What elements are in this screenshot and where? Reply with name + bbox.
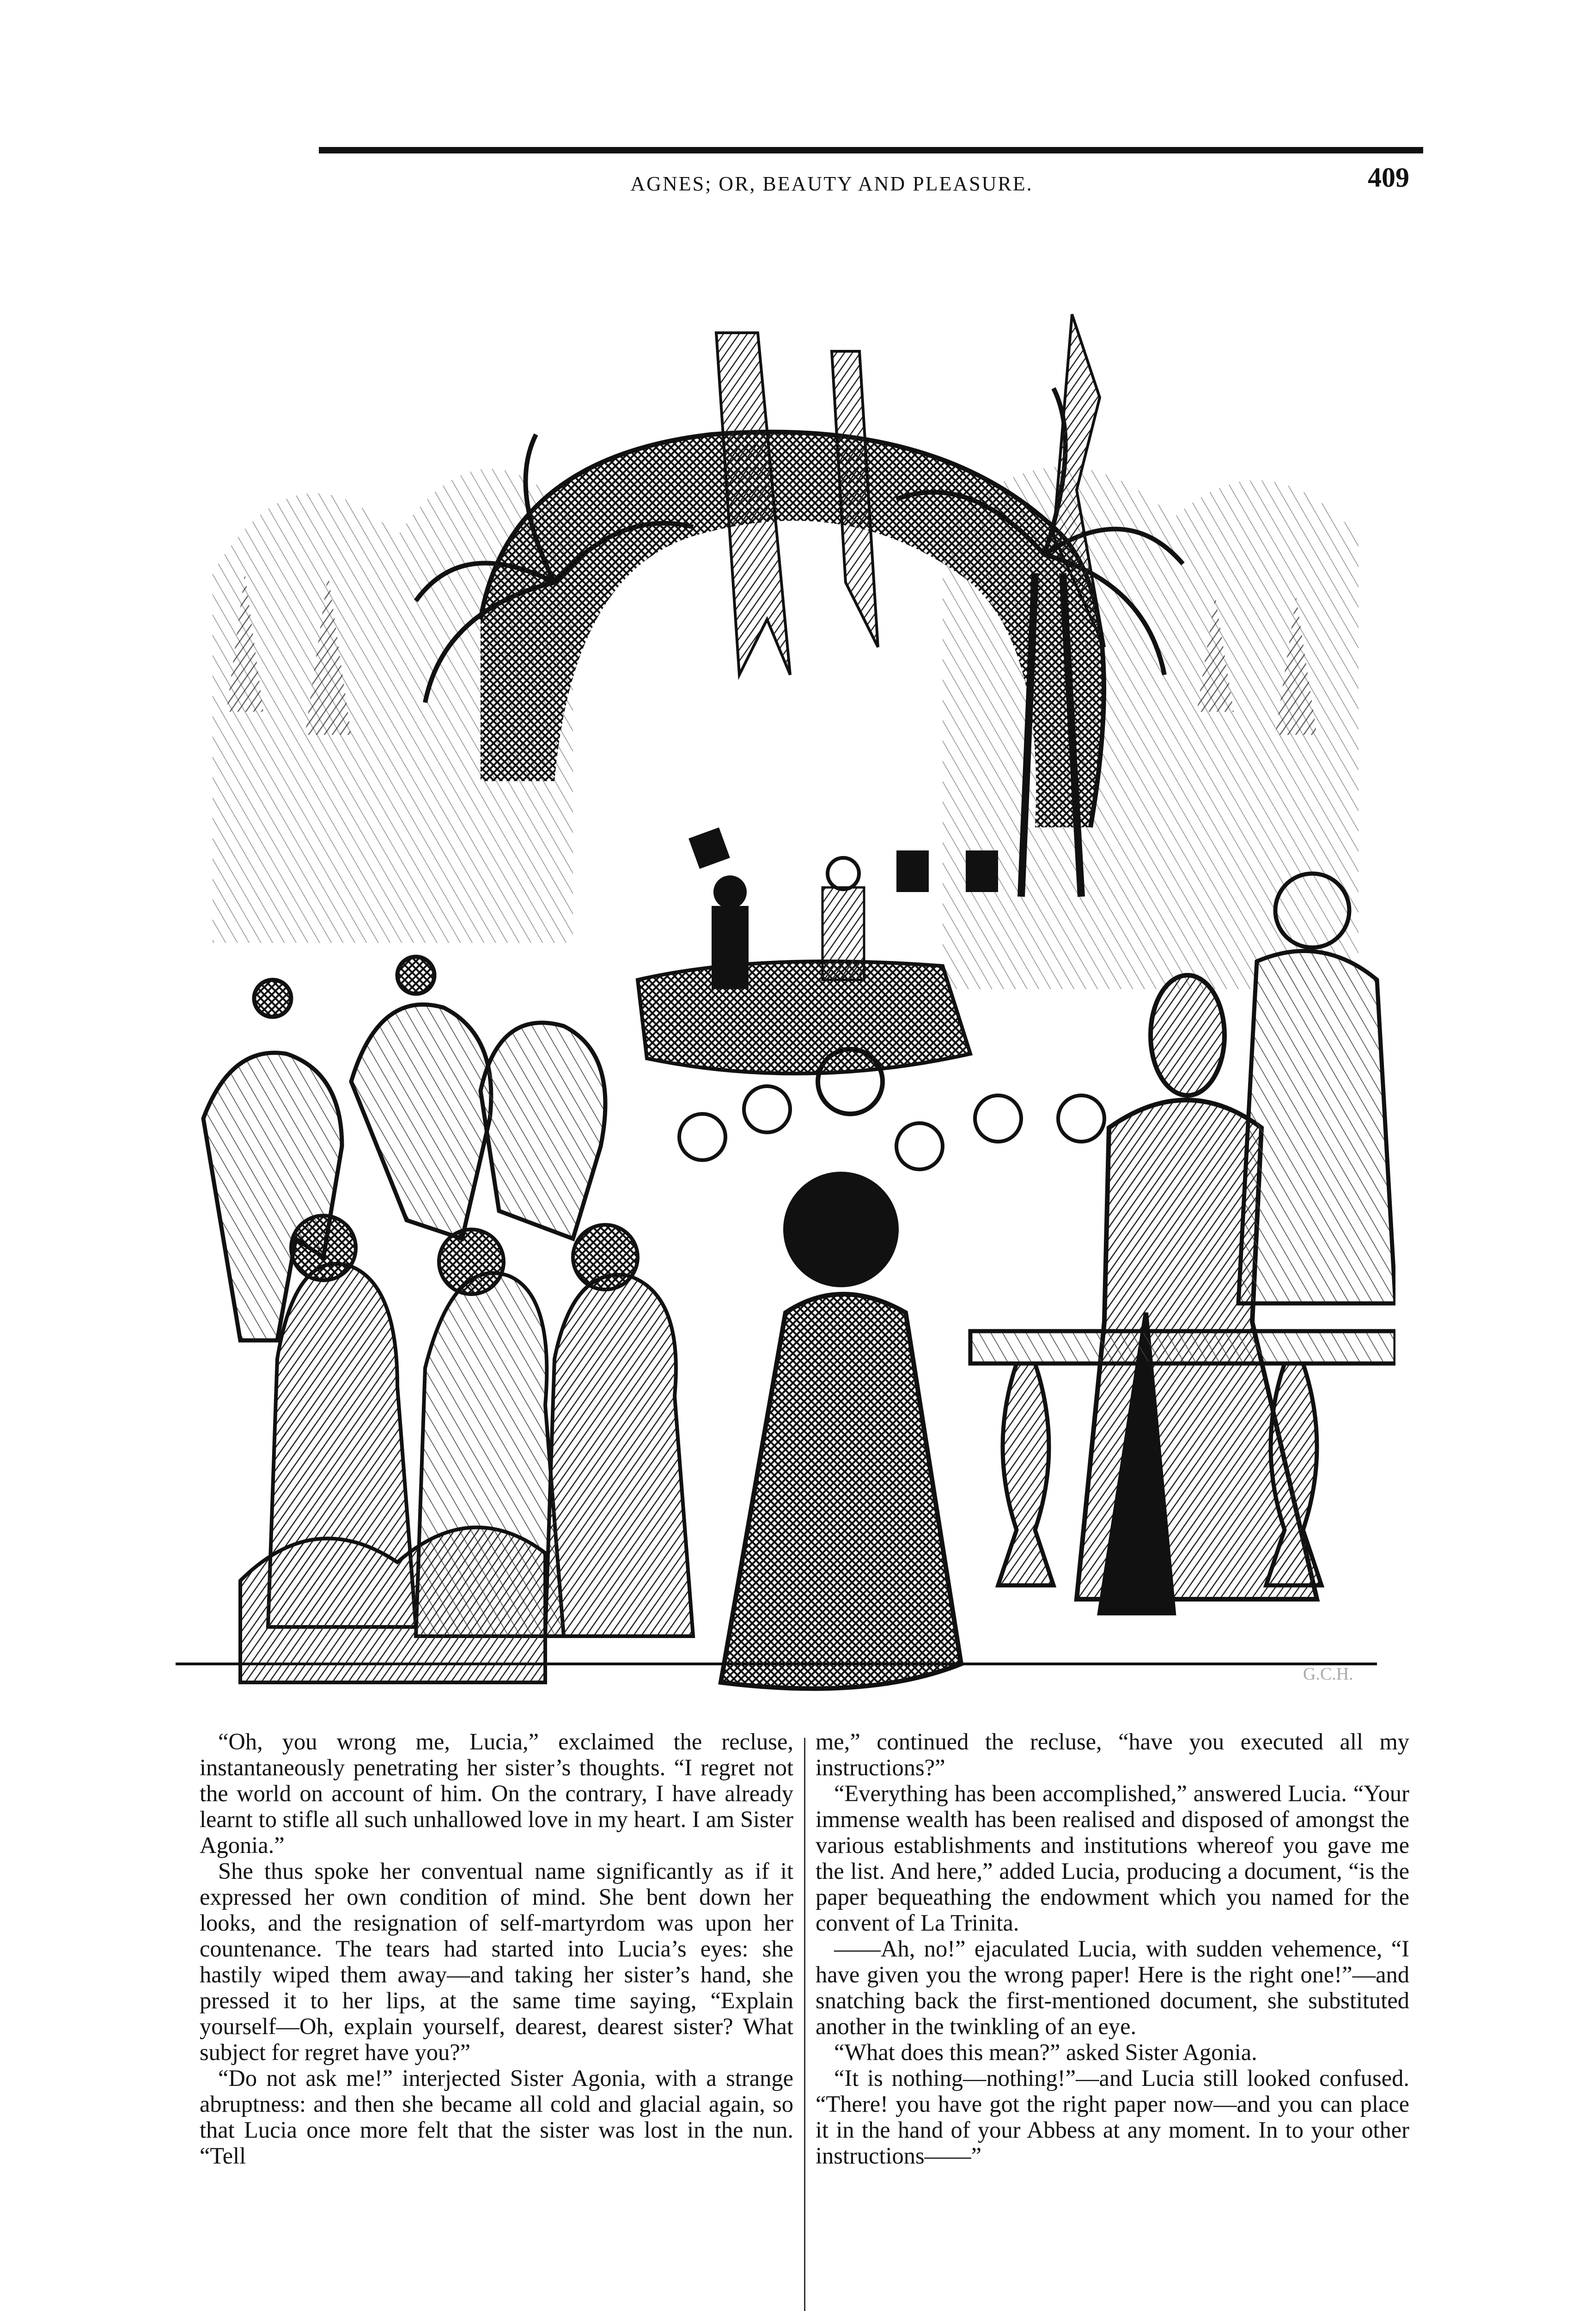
background-foliage	[213, 467, 1358, 989]
paragraph: “Oh, you wrong me, Lucia,” exclaimed the recluse, instantaneously penetrating her sister’s thoughts. “I regret not the world on account of him. On the contrary, I have already learnt to stifle all such unhallowed love in my heart. I am Sister Agonia.”	[200, 1729, 793, 1858]
header-rule	[319, 147, 1423, 153]
paragraph: “Everything has been accomplished,” answered Lucia. “Your immense wealth has been realised and disposed of amongst the various establishments and institutions whereof you gave me the list. And here,” added Lucia, producing a document, “is the paper bequeathing the endowment which you named for the convent of La Trinita.	[816, 1780, 1409, 1936]
paragraph: me,” continued the recluse, “have you executed all my instructions?”	[816, 1729, 1409, 1780]
artist-monogram: G.C.H.	[1303, 1664, 1353, 1684]
mounted-guards	[203, 957, 605, 1340]
engraving-svg	[157, 296, 1395, 1706]
column-divider	[804, 1738, 805, 2311]
paragraph: “What does this mean?” asked Sister Agonia.	[834, 2039, 1257, 2065]
paragraph: She thus spoke her conventual name significantly as if it expressed her own condition of mind. She bent down her looks, and the resignation of self-martyrdom was upon her countenance. The tears had started into Lucia’s eyes: she hastily wiped them away—and taking her sister’s hand, she pressed it to her lips, at the same time saying, “Explain yourself—Oh, explain yourself, dearest, dearest sister? What subject for regret have you?”	[200, 1858, 793, 2065]
text-column-left	[200, 1729, 793, 2169]
paragraph: “It is nothing—nothing!”—and Lucia still looked confused. “There! you have got the right paper now—and you can place it in the hand of your Abbess at any moment. In to your other instructions——”	[816, 2065, 1409, 2169]
page-number: 409	[1368, 162, 1409, 193]
running-head: AGNES; OR, BEAUTY AND PLEASURE.	[630, 172, 1033, 195]
engraving-illustration	[157, 296, 1395, 1706]
foreground-woman-hat	[721, 1174, 961, 1688]
paragraph: “Do not ask me!” interjected Sister Agonia, with a strange abruptness: and then she became all cold and glacial again, so that Lucia once more felt that the sister was lost in the nun. “Tell	[200, 2065, 793, 2169]
text-column-right	[816, 1729, 1409, 2169]
paragraph: ——Ah, no!” ejaculated Lucia, with sudden vehemence, “I have given you the wrong paper! Here is the right one!”—and snatching back the first-mentioned document, she substituted another in the twinkling of an eye.	[816, 1936, 1409, 2039]
